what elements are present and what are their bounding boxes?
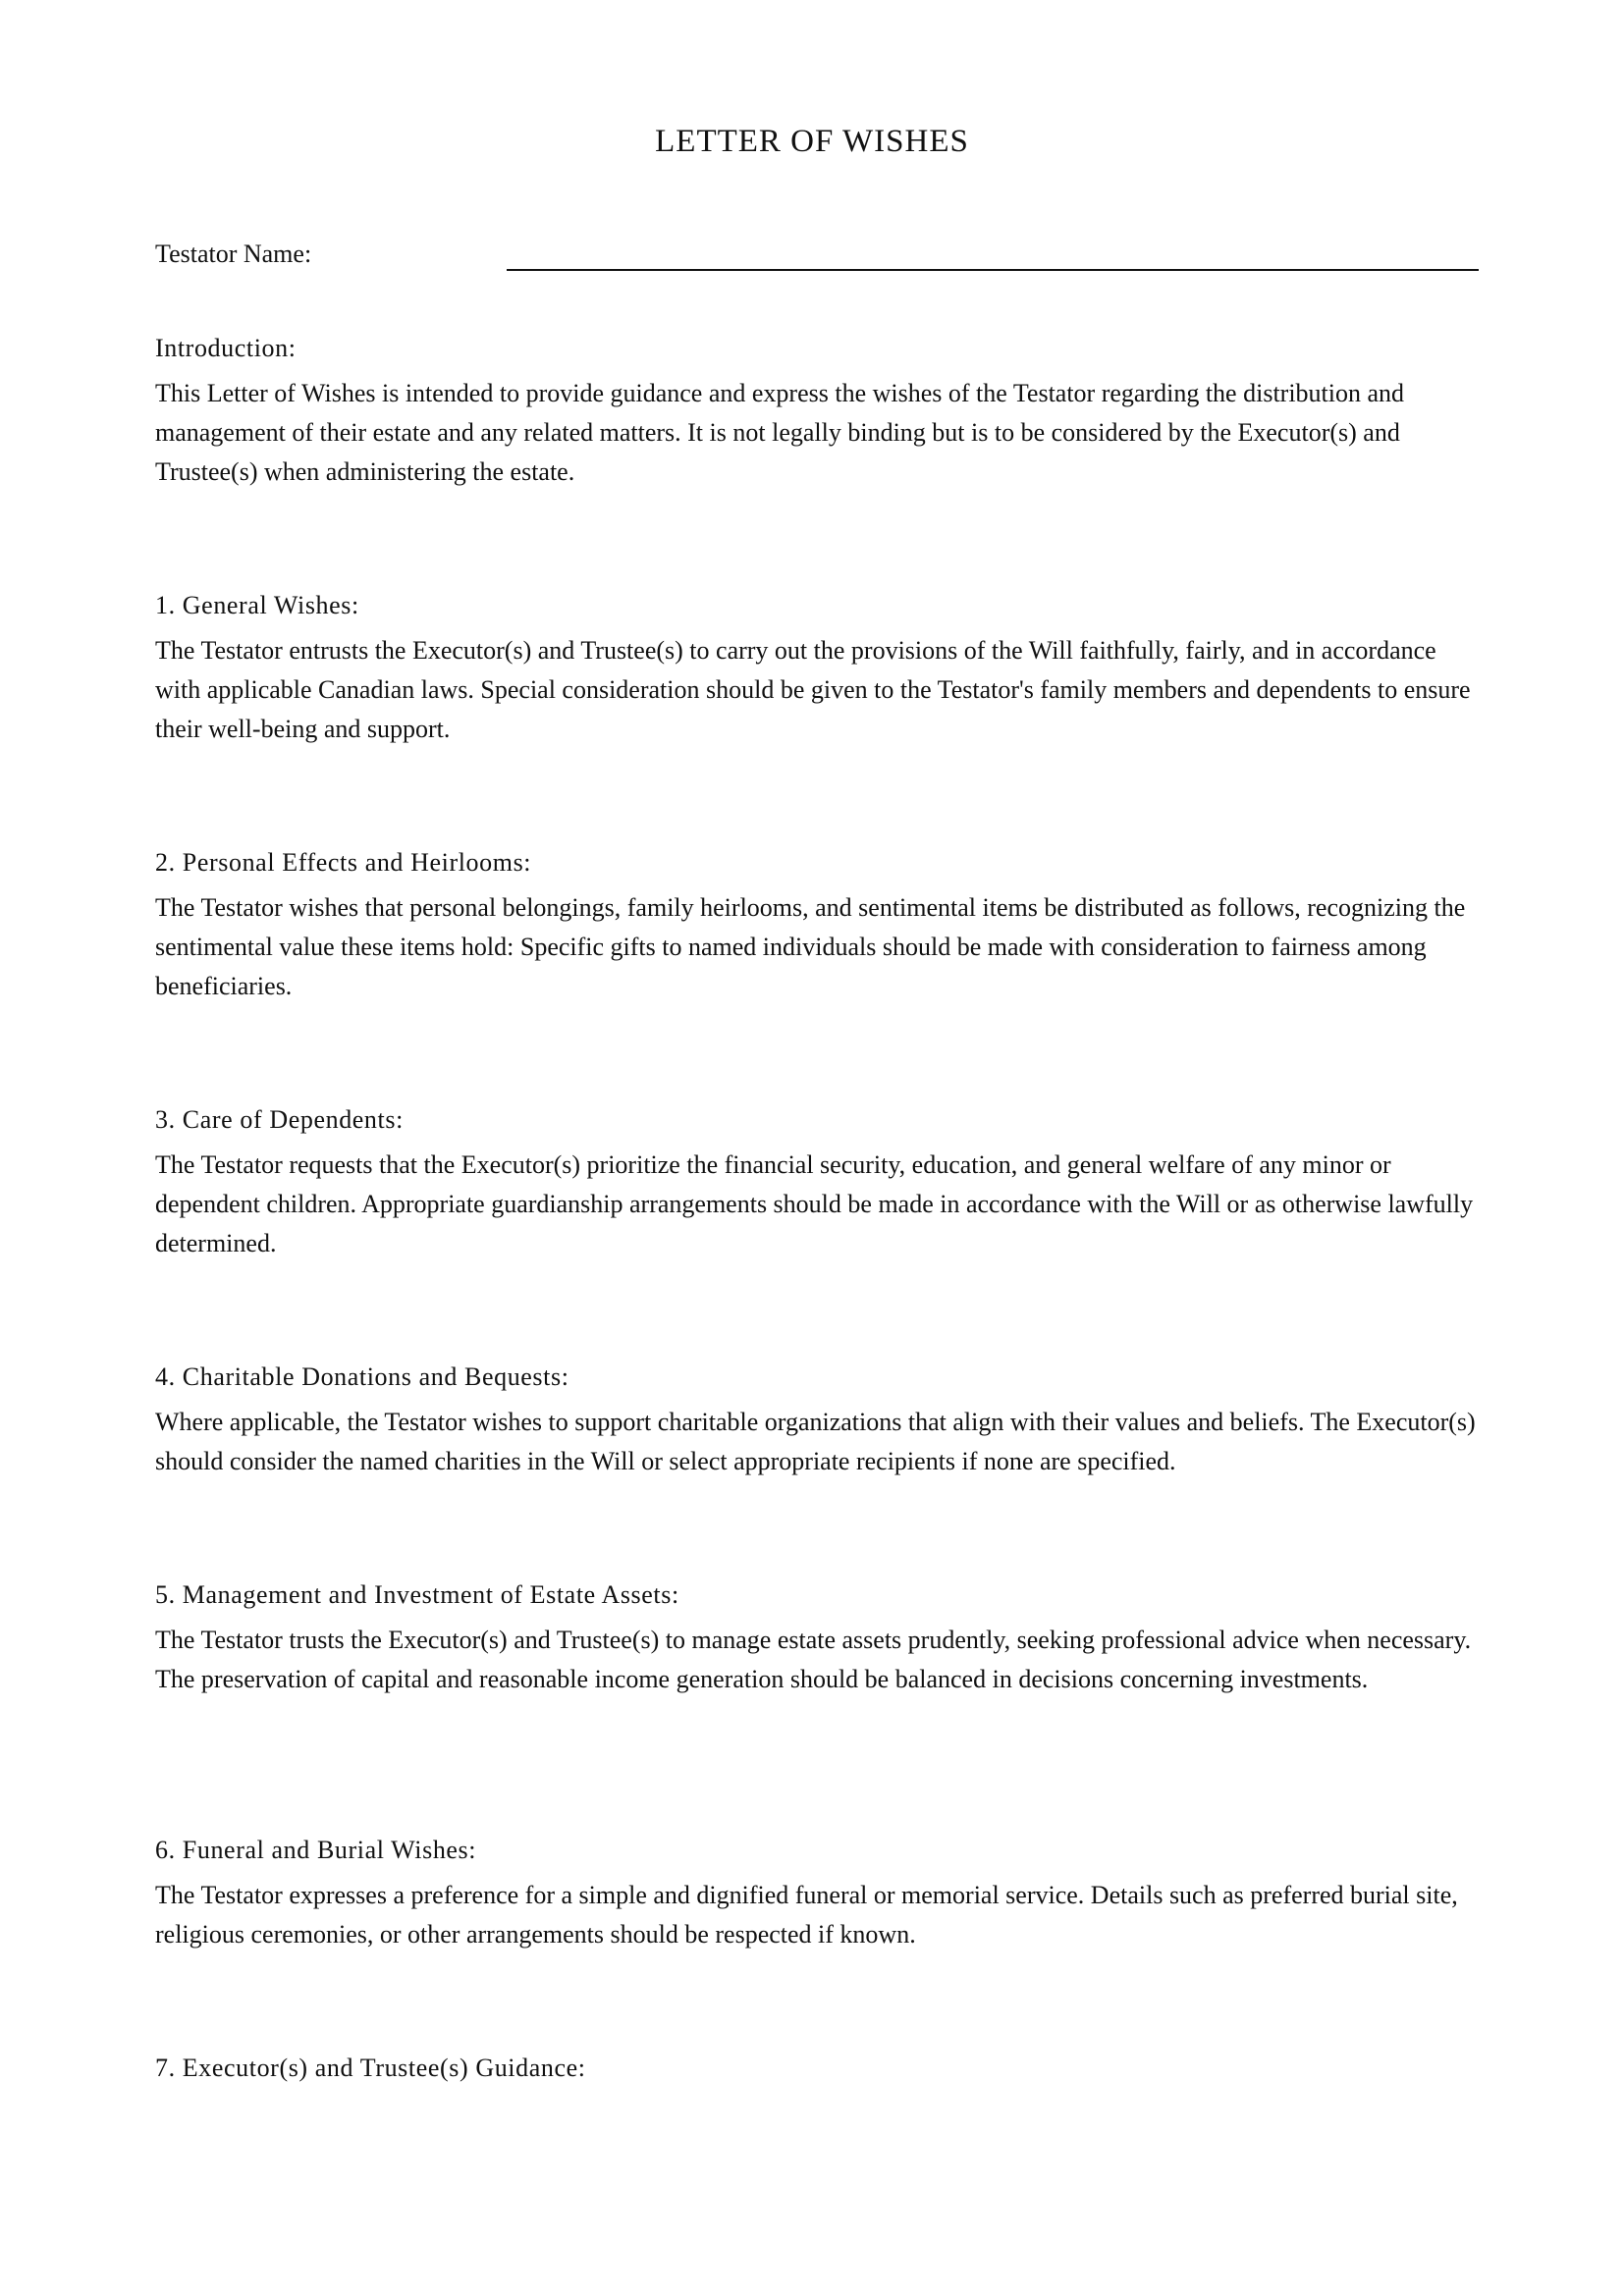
section-heading: 2. Personal Effects and Heirlooms: bbox=[155, 848, 532, 877]
section-charitable-donations bbox=[155, 1361, 1476, 1481]
document-title: LETTER OF WISHES bbox=[655, 124, 969, 159]
section-body: This Letter of Wishes is intended to provide guidance and express the wishes of the Testator regarding the distribution and management of their estate and any related matters. It is not legally binding but is to be considered by the Executor(s) and Trustee(s) when administering the estate. bbox=[155, 379, 1405, 486]
section-introduction bbox=[155, 332, 1476, 492]
section-general-wishes bbox=[155, 589, 1476, 749]
section-body: The Testator requests that the Executor(s) prioritize the financial security, education, and general welfare of any minor or dependent children. Appropriate guardianship arrangements should be made in accordance with the Will or as otherwise lawfully determined. bbox=[155, 1150, 1474, 1257]
section-body: The Testator trusts the Executor(s) and Trustee(s) to manage estate assets prudently, seeking professional advice when necessary. The preservation of capital and reasonable income generation should be balanced in decisions concerning investments. bbox=[155, 1626, 1472, 1693]
section-funeral-wishes bbox=[155, 1834, 1476, 1954]
section-heading: 5. Management and Investment of Estate Assets: bbox=[155, 1580, 679, 1609]
testator-name-field[interactable] bbox=[507, 269, 1479, 271]
section-body: The Testator expresses a preference for a simple and dignified funeral or memorial service. Details such as preferred burial site, religious ceremonies, or other arrangements should be respected if known. bbox=[155, 1881, 1458, 1949]
section-body: The Testator entrusts the Executor(s) and Trustee(s) to carry out the provisions of the Will faithfully, fairly, and in accordance with applicable Canadian laws. Special consideration should be given to the Testator's family members and dependents to ensure their well-being and support. bbox=[155, 636, 1471, 743]
section-executor-guidance bbox=[155, 2052, 1476, 2094]
section-body: The Testator wishes that personal belongings, family heirlooms, and sentimental items be distributed as follows, recognizing the sentimental value these items hold: Specific gifts to named individuals should be made with consideration to fairness among beneficiaries. bbox=[155, 893, 1466, 1000]
section-body: Where applicable, the Testator wishes to support charitable organizations that align with their values and beliefs. The Executor(s) should consider the named charities in the Will or select appropriate recipients if none are specified. bbox=[155, 1408, 1476, 1475]
section-heading: 7. Executor(s) and Trustee(s) Guidance: bbox=[155, 2054, 586, 2082]
section-heading: 3. Care of Dependents: bbox=[155, 1105, 404, 1134]
testator-name-label: Testator Name: bbox=[155, 240, 312, 268]
section-heading: 1. General Wishes: bbox=[155, 591, 359, 619]
section-heading: Introduction: bbox=[155, 334, 297, 362]
section-heading: 4. Charitable Donations and Bequests: bbox=[155, 1362, 569, 1391]
section-care-of-dependents bbox=[155, 1103, 1476, 1263]
section-personal-effects bbox=[155, 846, 1476, 1006]
section-estate-assets bbox=[155, 1578, 1476, 1699]
section-heading: 6. Funeral and Burial Wishes: bbox=[155, 1836, 477, 1864]
